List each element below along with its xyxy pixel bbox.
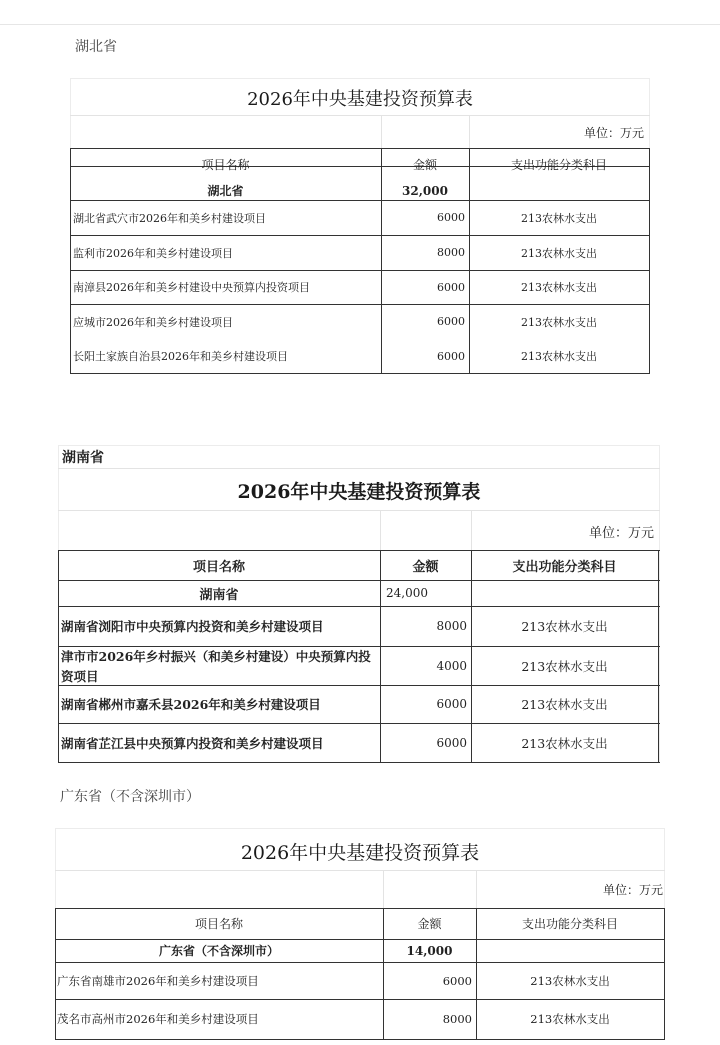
summary-category: [476, 939, 664, 962]
summary-category: [471, 580, 658, 606]
col-header-name: 项目名称: [201, 158, 250, 172]
row-name: 长阳土家族自治县2026年和美乡村建设项目: [73, 350, 288, 363]
faint-line: [55, 870, 665, 871]
row-amount: 6000: [436, 697, 467, 711]
row-name: 广东省南雄市2026年和美乡村建设项目: [57, 973, 259, 988]
summary-name: 湖南省: [199, 587, 239, 603]
summary-amount: 24,000: [386, 586, 428, 600]
row-amount: 4000: [436, 658, 467, 673]
row-amount: 6000: [437, 211, 465, 224]
section-label-guangdong: 广东省（不含深圳市）: [60, 789, 200, 805]
row-category: 213农林水支出: [521, 658, 608, 674]
row-category: 213农林水支出: [521, 315, 597, 329]
row-category: 213农林水支出: [530, 1012, 610, 1026]
row-category: 213农林水支出: [521, 735, 608, 751]
budget-table-hubei: [70, 78, 650, 374]
table-title: 2026年中央基建投资预算表: [237, 481, 481, 503]
unit-label: 单位：万元: [588, 526, 654, 541]
col-header-category: 支出功能分类科目: [512, 559, 617, 575]
row-amount: 8000: [442, 1012, 472, 1026]
col-header-amount: 金额: [417, 917, 442, 931]
faint-line: [383, 870, 384, 908]
faint-line: [381, 115, 382, 148]
budget-table-hunan: [58, 445, 660, 763]
summary-name: 湖北省: [207, 184, 244, 198]
budget-table-guangdong: [55, 828, 665, 1040]
row-category: 213农林水支出: [521, 697, 608, 712]
row-amount: 6000: [442, 973, 472, 988]
row-category: 213农林水支出: [521, 246, 597, 260]
row-amount: 6000: [437, 315, 465, 328]
faint-line: [380, 510, 381, 550]
col-header-category: 支出功能分类科目: [521, 917, 618, 931]
summary-category: [469, 181, 649, 200]
col-header-amount: 金额: [412, 559, 439, 575]
table-title: 2026年中央基建投资预算表: [247, 89, 473, 110]
row-amount: 6000: [437, 349, 465, 363]
row-name: 茂名市高州市2026年和美乡村建设项目: [57, 1012, 259, 1026]
table-title: 2026年中央基建投资预算表: [240, 842, 480, 864]
col-header-amount: 金额: [412, 158, 437, 172]
row-category: 213农林水支出: [521, 350, 597, 363]
row-name: 应城市2026年和美乡村建设项目: [73, 315, 233, 329]
faint-line: [58, 468, 660, 469]
section-label-hunan: 湖南省: [62, 450, 104, 466]
row-amount: 6000: [437, 280, 465, 294]
row-name: 湖北省武穴市2026年和美乡村建设项目: [73, 211, 266, 225]
row-name: 湖南省芷江县中央预算内投资和美乡村建设项目: [61, 735, 324, 751]
row-amount: 8000: [437, 246, 465, 259]
top-divider: [0, 24, 720, 25]
row-name: 南漳县2026年和美乡村建设中央预算内投资项目: [73, 281, 310, 294]
row-amount: 6000: [436, 735, 467, 750]
section-label-hubei: 湖北省: [75, 39, 117, 55]
col-header-name: 项目名称: [192, 559, 245, 575]
unit-label: 单位：万元: [602, 883, 663, 897]
row-name: 湖南省郴州市嘉禾县2026年和美乡村建设项目: [61, 697, 321, 712]
row-category: 213农林水支出: [521, 619, 608, 634]
row-category: 213农林水支出: [530, 973, 610, 988]
summary-amount: 32,000: [402, 183, 448, 198]
row-amount: 8000: [436, 619, 467, 633]
row-category: 213农林水支出: [521, 281, 597, 294]
faint-line: [58, 510, 660, 511]
col-header-name: 项目名称: [194, 917, 243, 931]
row-name: 湖南省浏阳市中央预算内投资和美乡村建设项目: [61, 619, 324, 634]
summary-name: 广东省（不含深圳市）: [158, 944, 279, 958]
row-category: 213农林水支出: [521, 211, 597, 225]
row-name: 津市市2026年乡村振兴（和美乡村建设）中央预算内投资项目: [61, 649, 371, 684]
unit-label: 单位：万元: [583, 126, 644, 140]
summary-amount: 14,000: [406, 943, 453, 958]
col-header-category: 支出功能分类科目: [510, 158, 607, 172]
row-name: 监利市2026年和美乡村建设项目: [73, 246, 233, 260]
faint-line: [70, 115, 650, 116]
